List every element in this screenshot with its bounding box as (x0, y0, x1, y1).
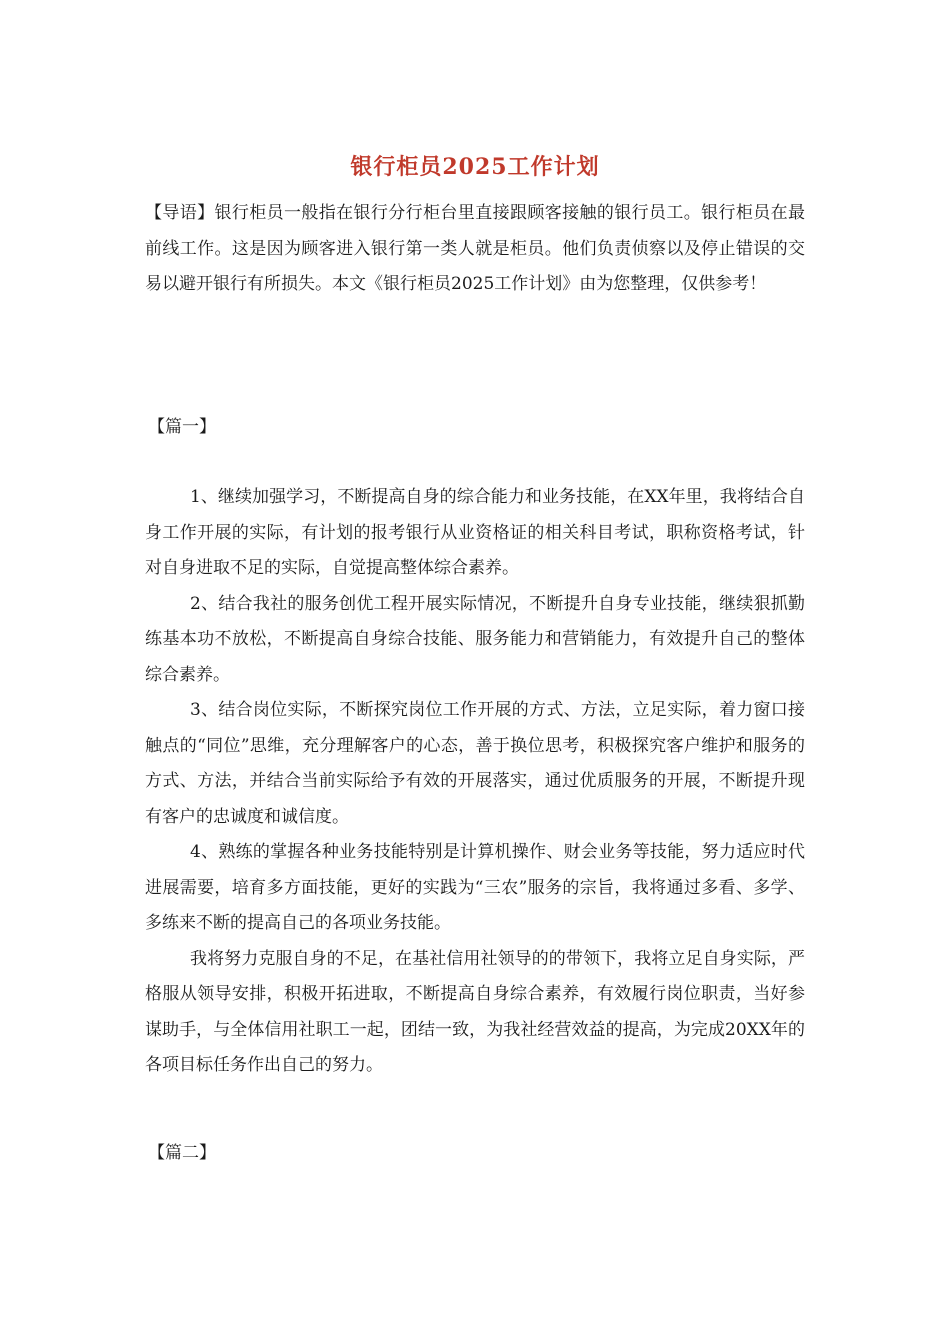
paragraph-4: 4、熟练的掌握各种业务技能特别是计算机操作、财会业务等技能，努力适应时代进展需要，培育多方面技能，更好的实践为“三农”服务的宗旨，我将通过多看、多学、多练来不断的提高自己的各项业务技能。 (145, 842, 805, 933)
paragraph-2: 2、结合我社的服务创优工程开展实际情况，不断提升自身专业技能，继续狠抓勤练基本功不放松，不断提高自身综合技能、服务能力和营销能力，有效提升自己的整体综合素养。 (145, 593, 805, 685)
paragraph-3: 3、结合岗位实际，不断探究岗位工作开展的方式、方法，立足实际，着力窗口接触点的“同位”思维，充分理解客户的心态，善于换位思考，积极探究客户维护和服务的方式、方法，并结合当前实际给予有效的开展落实，通过优质服务的开展，不断提升现有客户的忠诚度和诚信度。 (145, 700, 805, 827)
section-label-2: 【篇二】 (148, 1143, 216, 1163)
intro-paragraph: 【导语】银行柜员一般指在银行分行柜台里直接跟顾客接触的银行员工。银行柜员在最前线工作。这是因为顾客进入银行第一类人就是柜员。他们负责侦察以及停止错误的交易以避开银行有所损失。本文《银行柜员2025工作计划》由为您整理，仅供参考！ (145, 203, 805, 294)
section-1-body (145, 480, 805, 1084)
paragraph-5: 我将努力克服自身的不足，在基社信用社领导的的带领下，我将立足自身实际，严格服从领导安排，积极开拓进取，不断提高自身综合素养，有效履行岗位职责，当好参谋助手，与全体信用社职工一起，团结一致，为我社经营效益的提高，为完成20XX年的各项目标任务作出自己的努力。 (145, 948, 805, 1075)
section-label-1: 【篇一】 (148, 417, 216, 437)
document-title: 银行柜员2025工作计划 (350, 154, 600, 180)
paragraph-1: 1、继续加强学习，不断提高自身的综合能力和业务技能，在XX年里，我将结合自身工作开展的实际，有计划的报考银行从业资格证的相关科目考试，职称资格考试，针对自身进取不足的实际，自觉提高整体综合素养。 (145, 487, 805, 578)
